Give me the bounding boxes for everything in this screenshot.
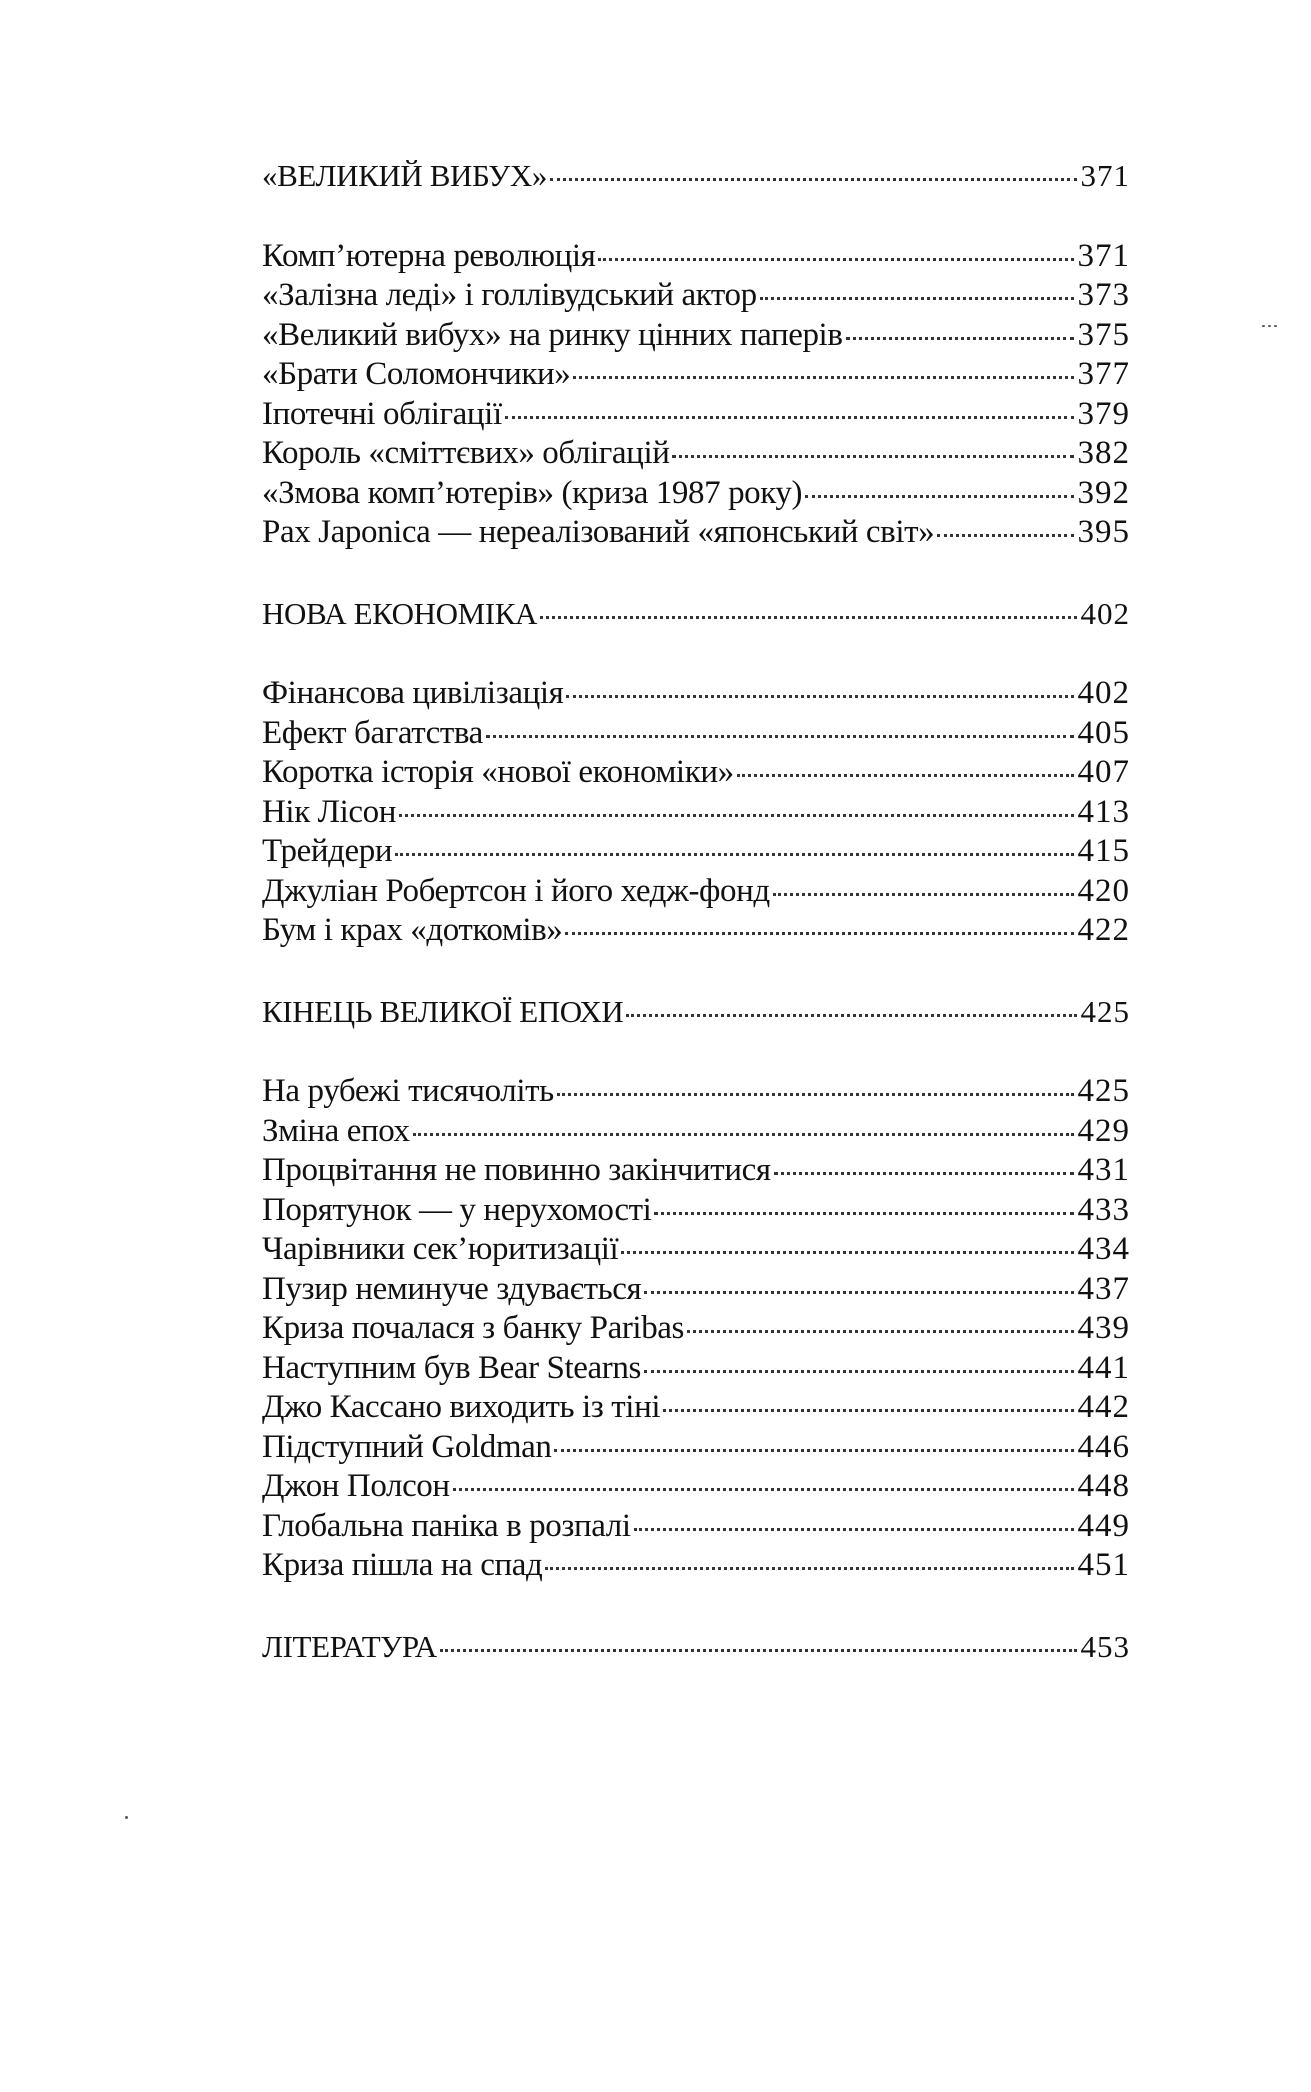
toc-section-title: КІНЕЦЬ ВЕЛИКОЇ ЕПОХИ <box>262 993 624 1029</box>
toc-entry[interactable] <box>262 793 1130 833</box>
dot-leader <box>672 455 1073 458</box>
toc-entry-title: На рубежі тисячоліть <box>262 1073 554 1109</box>
dot-leader <box>598 258 1073 261</box>
toc-entry-title: Джуліан Робертсон і його хедж-фонд <box>262 872 770 909</box>
toc-entry-title: Криза пішла на спад <box>262 1547 543 1583</box>
dot-leader <box>566 695 1073 698</box>
toc-entry-title: Pax Japonica — нереалізований «японський світ» <box>262 514 935 550</box>
toc-page-number: 431 <box>1077 1152 1130 1188</box>
toc-page-number: 425 <box>1077 1073 1130 1109</box>
dot-leader <box>846 337 1074 340</box>
toc-page-number: 446 <box>1077 1428 1130 1465</box>
dot-leader <box>774 1172 1074 1175</box>
dot-leader <box>663 1409 1073 1412</box>
dot-leader <box>486 735 1074 738</box>
toc-page-number: 451 <box>1077 1547 1130 1583</box>
toc-page-number: 392 <box>1077 474 1130 511</box>
spacer <box>262 196 1130 237</box>
dot-leader <box>573 376 1073 379</box>
dot-leader <box>453 1488 1074 1491</box>
toc-page-number: 442 <box>1077 1389 1130 1425</box>
dot-leader <box>760 297 1074 300</box>
dot-leader <box>644 1291 1073 1294</box>
toc-page-number: 441 <box>1077 1349 1130 1386</box>
toc-entry-title: Чарівники сек’юритизації <box>262 1231 619 1267</box>
spacer <box>262 553 1130 594</box>
toc-entry[interactable] <box>262 316 1130 356</box>
toc-entry-title: «Залізна леді» і голлівудський актор <box>262 277 757 313</box>
toc-entry-title: Зміна епох <box>262 1112 410 1149</box>
toc-entry-title: «Великий вибух» на ринку цінних паперів <box>262 316 843 353</box>
toc-page-number: 433 <box>1077 1191 1130 1228</box>
toc-entry-title: Коротка історія «нової економіки» <box>262 754 734 790</box>
toc-entry-title: Підступний Goldman <box>262 1428 552 1465</box>
toc-entry-title: Король «сміттєвих» облігацій <box>262 435 670 471</box>
dot-leader <box>937 534 1073 537</box>
toc-page-number: 415 <box>1077 833 1130 869</box>
toc-entry-title: Бум і крах «доткомів» <box>262 912 563 948</box>
toc-entry[interactable] <box>262 1388 1130 1428</box>
toc-page-number: 425 <box>1080 993 1130 1029</box>
toc-page-number: 434 <box>1077 1231 1130 1267</box>
toc-entry-title: Порятунок — у нерухомості <box>262 1191 652 1228</box>
toc-entry-title: Нік Лісон <box>262 793 397 830</box>
scan-speck <box>1274 325 1277 327</box>
dot-leader <box>687 1330 1074 1333</box>
toc-entry[interactable] <box>262 276 1130 316</box>
dot-leader <box>644 1370 1074 1373</box>
dot-leader <box>554 1449 1073 1452</box>
toc-section-title: «ВЕЛИКИЙ ВИБУХ» <box>262 158 547 193</box>
toc-section-heading[interactable] <box>262 992 1130 1032</box>
toc-entry[interactable] <box>262 355 1130 395</box>
toc-entry-title: Джо Кассано виходить із тіні <box>262 1389 661 1425</box>
spacer <box>262 1586 1130 1627</box>
toc-entry-title: Наступним був Bear Stearns <box>262 1349 641 1386</box>
toc-section-heading[interactable] <box>262 1627 1130 1667</box>
toc-entry-title: Іпотечні облігації <box>262 395 502 432</box>
toc-page-number: 379 <box>1077 395 1130 432</box>
spacer <box>262 951 1130 992</box>
toc-entry[interactable] <box>262 753 1130 793</box>
toc-page-number: 437 <box>1077 1270 1130 1307</box>
toc-entry[interactable] <box>262 1349 1130 1389</box>
toc-entry-title: «Змова комп’ютерів» (криза 1987 року) <box>262 474 803 511</box>
scan-speck <box>1268 325 1271 327</box>
toc-entry[interactable] <box>262 1151 1130 1191</box>
toc-page-number: 371 <box>1077 237 1130 274</box>
toc-section-title: ЛІТЕРАТУРА <box>262 1628 437 1664</box>
dot-leader <box>654 1212 1073 1215</box>
toc-entry[interactable] <box>262 714 1130 754</box>
dot-leader <box>773 893 1074 896</box>
dot-leader <box>399 814 1073 817</box>
toc-page-number: 402 <box>1080 595 1130 631</box>
dot-leader <box>540 616 1077 619</box>
scan-speck <box>1262 325 1265 327</box>
toc-entry-title: Джон Полсон <box>262 1468 450 1504</box>
dot-leader <box>505 416 1074 419</box>
dot-leader <box>626 1014 1076 1017</box>
table-of-contents <box>262 156 1130 1666</box>
toc-entry-title: «Брати Соломончики» <box>262 356 571 392</box>
toc-page-number: 373 <box>1077 277 1130 313</box>
dot-leader <box>805 495 1073 498</box>
scan-speck <box>125 1816 128 1819</box>
dot-leader <box>621 1251 1073 1254</box>
dot-leader <box>737 774 1074 777</box>
toc-section-heading[interactable] <box>262 594 1130 634</box>
toc-page-number: 429 <box>1077 1112 1130 1149</box>
toc-page-number: 413 <box>1077 793 1130 830</box>
toc-entry[interactable] <box>262 1309 1130 1349</box>
toc-page-number: 422 <box>1077 912 1130 948</box>
toc-page-number: 453 <box>1080 1628 1130 1664</box>
toc-page-number: 395 <box>1077 514 1130 550</box>
toc-section-heading[interactable] <box>262 156 1130 196</box>
toc-entry-title: Ефект багатства <box>262 714 483 751</box>
toc-entry[interactable] <box>262 1467 1130 1507</box>
toc-entry[interactable] <box>262 1230 1130 1270</box>
toc-page-number: 407 <box>1077 754 1130 790</box>
dot-leader <box>440 1649 1077 1652</box>
toc-entry-title: Криза почалася з банку Paribas <box>262 1310 684 1346</box>
dot-leader <box>557 1093 1074 1096</box>
toc-entry[interactable] <box>262 1428 1130 1468</box>
toc-entry[interactable] <box>262 911 1130 951</box>
dot-leader <box>395 853 1073 856</box>
toc-entry[interactable] <box>262 872 1130 912</box>
toc-entry[interactable] <box>262 395 1130 435</box>
toc-entry-title: Процвітання не повинно закінчитися <box>262 1152 771 1188</box>
dot-leader <box>565 932 1073 935</box>
toc-page-number: 449 <box>1077 1507 1130 1544</box>
toc-entry[interactable] <box>262 434 1130 474</box>
toc-page-number: 405 <box>1077 714 1130 751</box>
toc-page-number: 439 <box>1077 1310 1130 1346</box>
toc-page-number: 420 <box>1077 872 1130 909</box>
toc-entry[interactable] <box>262 1546 1130 1586</box>
dot-leader <box>634 1528 1074 1531</box>
toc-entry-title: Фінансова цивілізація <box>262 675 564 711</box>
toc-page-number: 375 <box>1077 316 1130 353</box>
toc-entry[interactable] <box>262 1112 1130 1152</box>
spacer <box>262 633 1130 674</box>
toc-entry[interactable] <box>262 513 1130 553</box>
toc-entry-title: Комп’ютерна революція <box>262 237 596 274</box>
toc-section-title: НОВА ЕКОНОМІКА <box>262 595 537 631</box>
toc-page-number: 377 <box>1077 356 1130 392</box>
dot-leader <box>550 178 1077 181</box>
toc-entry[interactable] <box>262 1191 1130 1231</box>
dot-leader <box>545 1567 1073 1570</box>
toc-entry[interactable] <box>262 474 1130 514</box>
toc-page-number: 382 <box>1077 435 1130 471</box>
dot-leader <box>413 1133 1074 1136</box>
toc-entry[interactable] <box>262 832 1130 872</box>
toc-entry[interactable] <box>262 1507 1130 1547</box>
toc-entry[interactable] <box>262 237 1130 277</box>
toc-page-number: 448 <box>1077 1468 1130 1504</box>
toc-page-number: 371 <box>1080 158 1130 193</box>
toc-entry[interactable] <box>262 1072 1130 1112</box>
toc-entry-title: Трейдери <box>262 833 393 869</box>
toc-entry-title: Пузир неминуче здувається <box>262 1270 642 1307</box>
toc-entry[interactable] <box>262 674 1130 714</box>
toc-page-number: 402 <box>1077 675 1130 711</box>
toc-entry-title: Глобальна паніка в розпалі <box>262 1507 631 1544</box>
spacer <box>262 1031 1130 1072</box>
toc-entry[interactable] <box>262 1270 1130 1310</box>
